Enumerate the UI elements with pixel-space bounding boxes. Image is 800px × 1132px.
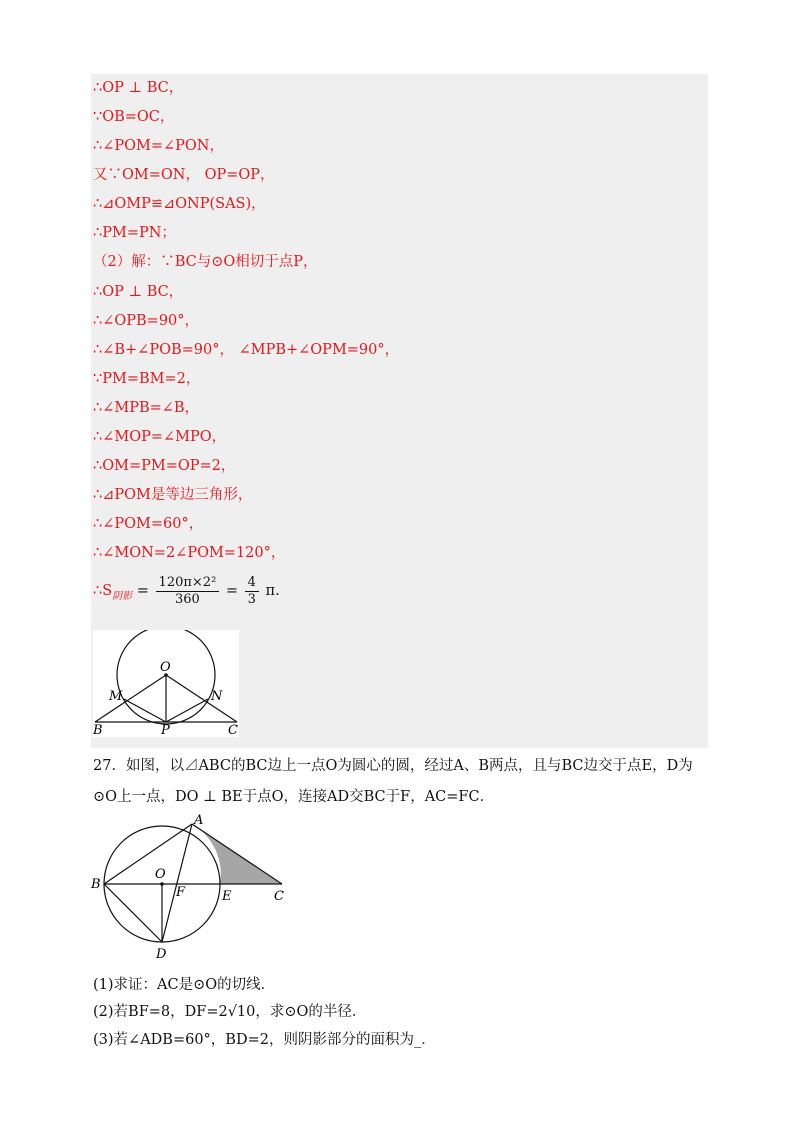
solution-line: 又∵OM=ON， OP=OP， xyxy=(93,167,275,183)
circle-tangent-diagram xyxy=(93,630,239,737)
question-part-3: (3)若∠ADB=60°，BD=2，则阴影部分的面积为_． xyxy=(93,1032,436,1048)
solution-line: ∴PM=PN； xyxy=(93,225,176,241)
label-C: C xyxy=(274,889,284,904)
label-D: D xyxy=(156,947,167,962)
solution-line: ∴∠OPB=90°， xyxy=(93,313,200,329)
solution-line: ∴OM=PM=OP=2， xyxy=(93,458,236,474)
area-fraction-2 xyxy=(245,575,259,608)
fraction-numerator: 4 xyxy=(245,575,259,592)
solution-line: ∴OP ⊥ BC， xyxy=(93,80,184,96)
area-prefix: ∴S xyxy=(93,583,113,599)
solution-line: ∴∠MON=2∠POM=120°， xyxy=(93,545,286,561)
area-eq1: = xyxy=(136,583,149,599)
fraction-denominator: 360 xyxy=(175,591,200,607)
question-text-line1: 27．如图，以⊿ABC的BC边上一点O为圆心的圆，经过A、B两点，且与BC边交于点E，D为 xyxy=(93,758,693,774)
fraction-numerator: 120π×2² xyxy=(156,575,220,592)
solution-line: ∵PM=BM=2， xyxy=(93,371,201,387)
solution-line: ∴⊿POM是等边三角形， xyxy=(93,487,253,503)
label-O: O xyxy=(155,867,166,882)
solution-line: ∴∠B+∠POB=90°， ∠MPB+∠OPM=90°， xyxy=(93,342,400,358)
area-subscript: 阴影 xyxy=(112,591,133,602)
label-N: N xyxy=(211,689,223,704)
label-E: E xyxy=(222,889,232,904)
label-B: B xyxy=(93,723,103,737)
solution-line: ∴⊿OMP≌⊿ONP(SAS)， xyxy=(93,196,266,212)
label-F: F xyxy=(176,885,186,900)
label-P: P xyxy=(161,723,170,737)
solution-line: ∵OB=OC， xyxy=(93,109,175,125)
solution-line: ∴∠MOP=∠MPO， xyxy=(93,429,227,445)
area-formula xyxy=(93,574,280,614)
area-eq2: = xyxy=(225,583,239,599)
label-C: C xyxy=(228,723,238,737)
label-B: B xyxy=(91,877,101,892)
label-O: O xyxy=(160,660,171,675)
solution-line: （2）解：∵BC与⊙O相切于点P， xyxy=(93,254,318,270)
solution-line: ∴∠POM=∠PON， xyxy=(93,138,224,154)
fraction-denominator: 3 xyxy=(247,591,256,607)
label-M: M xyxy=(109,689,123,704)
solution-figure xyxy=(93,630,239,737)
question-figure xyxy=(90,814,290,962)
label-A: A xyxy=(194,814,204,828)
area-suffix: π. xyxy=(265,583,280,599)
question-part-1: (1)求证：AC是⊙O的切线． xyxy=(93,977,276,993)
area-fraction-1 xyxy=(156,575,220,608)
solution-line: ∴OP ⊥ BC， xyxy=(93,284,184,300)
solution-line: ∴∠MPB=∠B， xyxy=(93,400,200,416)
question-text-line2: ⊙O上一点，DO ⊥ BE于点O，连接AD交BC于F，AC=FC． xyxy=(93,789,495,805)
solution-line: ∴∠POM=60°， xyxy=(93,516,204,532)
question-part-2: (2)若BF=8，DF=2√10，求⊙O的半径． xyxy=(93,1004,367,1020)
circle-shaded-diagram xyxy=(90,814,290,962)
